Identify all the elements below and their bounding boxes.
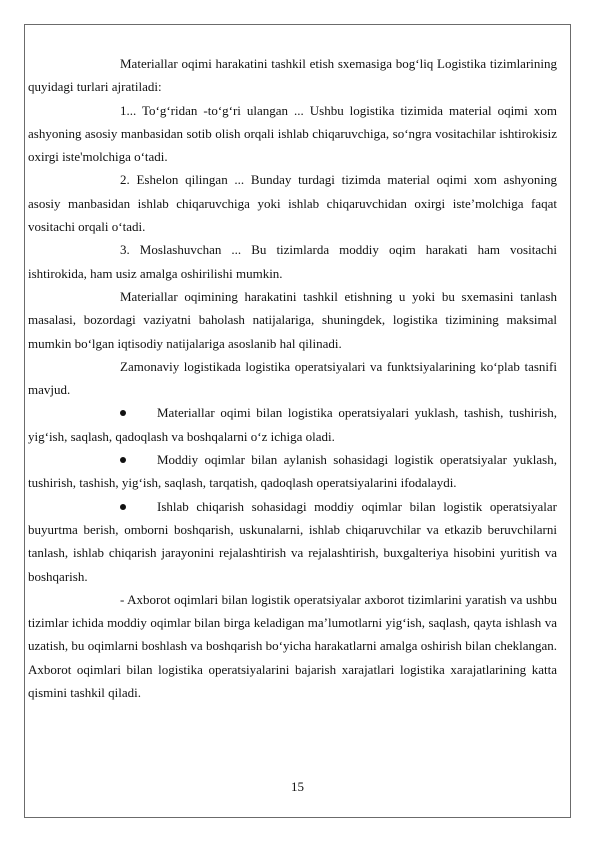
- list-item-flexible: 3. Moslashuvchan ... Bu tizimlarda moddiy oqim harakati ham vositachi ishtirokida, ham usiz amalga oshirilishi mumkin.: [28, 242, 557, 281]
- bullet-text: Ishlab chiqarish sohasidagi moddiy oqimlar bilan logistik operatsiyalar buyurtma berish, omborni boshqarish, uskunalarni, ishlab chiqaruvchilar va etkazib beruvchilarni tanlash, ishlab chiqarish jarayonini rejalashtirish va rejalashtirish, buxgalteriya hisobini yuritish va boshqarish.: [28, 498, 557, 584]
- bullet-icon: [120, 504, 126, 510]
- bullet-icon: [120, 457, 126, 463]
- list-item-echelon: 2. Eshelon qilingan ... Bunday turdagi tizimda material oqimi xom ashyoning asosiy manbasidan ishlab chiqaruvchiga yoki ishlab chiqaruvchidan oxirgi iste’molchiga faqat vositachi orqali o‘tadi.: [28, 172, 557, 235]
- page-number: 15: [291, 779, 304, 794]
- list-item-direct: 1... To‘g‘ridan -to‘g‘ri ulangan ... Ushbu logistika tizimida material oqimi xom ashyoning asosiy manbasidan sotib olish orqali ishlab chiqaruvchiga, so‘ngra vositachilar ishtirokisiz oxirgi iste'molchiga o‘tadi.: [28, 102, 557, 165]
- bullet-item: [28, 401, 557, 448]
- bullet-item: [28, 448, 557, 495]
- selection-paragraph: Materiallar oqimining harakatini tashkil etishning u yoki bu sxemasini tanlash masalasi, bozordagi vaziyatni baholash natijalariga, shuningdek, logistika tizimining maksimal mumkin bo‘lgan iqtisodiy natijalariga asoslanib hal qilinadi.: [28, 288, 557, 351]
- closing-paragraph: - Axborot oqimlari bilan logistik operatsiyalar axborot tizimlarini yaratish va ushbu tizimlar ichida moddiy oqimlar bilan birga keladigan ma’lumotlarni yig‘ish, saqlash, qayta ishlash va uzatish, bu oqimlarni boshlash va boshqarish bo‘yicha harakatlarni amalga oshirish bilan cheklangan. Axborot oqimlari bilan logistika operatsiyalarini bajarish xarajatlari logistika xarajatlarining katta qismini tashkil qiladi.: [28, 591, 557, 701]
- classification-paragraph: Zamonaviy logistikada logistika operatsiyalari va funktsiyalarining ko‘plab tasnifi mavjud.: [28, 358, 557, 398]
- bullet-text: Materiallar oqimi bilan logistika operatsiyalari yuklash, tashish, tushirish, yig‘ish, saqlash, qadoqlash va boshqalarni o‘z ichiga oladi.: [28, 405, 557, 444]
- document-body: [28, 52, 557, 704]
- bullet-item: [28, 495, 557, 588]
- intro-paragraph: Materiallar oqimi harakatini tashkil etish sxemasiga bog‘liq Logistika tizimlarining quyidagi turlari ajratiladi:: [28, 56, 557, 95]
- bullet-text: Moddiy oqimlar bilan aylanish sohasidagi logistik operatsiyalar yuklash, tushirish, tashish, yig‘ish, saqlash, tarqatish, qadoqlash operatsiyalarini ifodalaydi.: [28, 452, 557, 491]
